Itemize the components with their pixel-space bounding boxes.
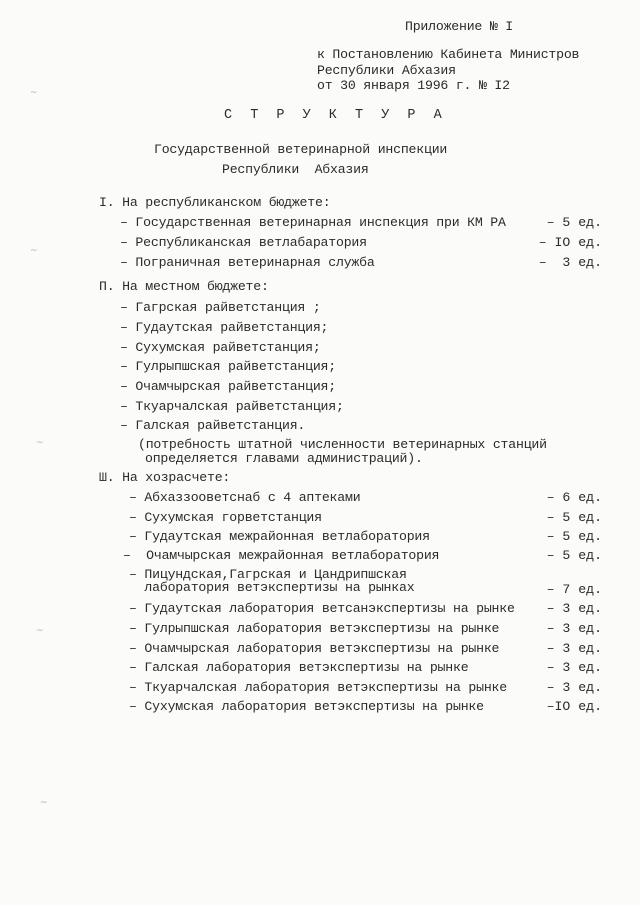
scan-speck: ~ (30, 246, 38, 256)
note-line2: определяется главами администраций). (145, 451, 423, 466)
document-title: С Т Р У К Т У Р А (224, 108, 447, 123)
list-item: – Гудаутская райветстанция; (120, 320, 329, 335)
list-item: – Галская райветстанция. (120, 418, 306, 433)
subtitle-line2: Республики Абхазия (222, 162, 369, 177)
list-item: – Гагрская райветстанция ; (120, 300, 321, 315)
list-item: – Сухумская райветстанция; (120, 340, 321, 355)
list-item-qty: – 7 ед. (546, 582, 602, 597)
list-item: – Гудаутская лаборатория ветсанэкспертизы на рынке (129, 601, 515, 616)
list-item: – Пограничная ветеринарная служба (120, 255, 375, 270)
list-item-qty: – 5 ед. (546, 510, 602, 525)
list-item-qty: – 3 ед. (546, 660, 602, 675)
note-line1: (потребность штатной численности ветеринарных станций (138, 437, 547, 452)
list-item: – Абхаззооветснаб с 4 аптеками (129, 490, 361, 505)
section2-heading: П. На местном бюджете: (99, 279, 269, 294)
section3-heading: Ш. На хозрасчете: (99, 470, 231, 485)
scan-speck: ~ (36, 438, 44, 448)
list-item: – Очамчырская райветстанция; (120, 379, 336, 394)
list-item: – Пицундская,Гагрская и Цандрипшская (129, 567, 407, 582)
resolution-reference: к Постановлению Кабинета Министров (317, 47, 580, 62)
subtitle-line1: Государственной ветеринарной инспекции (154, 142, 448, 157)
scan-speck: ~ (40, 798, 48, 808)
list-item: – Сухумская лаборатория ветэкспертизы на рынке (129, 699, 484, 714)
list-item: – Республиканская ветлабаратория (120, 235, 367, 250)
list-item-qty: – 3 ед. (546, 641, 602, 656)
appendix-number: Приложение № I (405, 19, 513, 34)
list-item-qty: – 3 ед. (546, 601, 602, 616)
list-item-qty: – 5 ед. (546, 529, 602, 544)
list-item-qty: – 6 ед. (546, 490, 602, 505)
list-item: – Ткуарчалская лаборатория ветэкспертизы на рынке (129, 680, 507, 695)
list-item: – Гудаутская межрайонная ветлаборатория (129, 529, 430, 544)
list-item: – Сухумская горветстанция (129, 510, 322, 525)
list-item-qty: – IO ед. (538, 235, 602, 250)
republic-name: Республики Абхазия (317, 63, 456, 78)
list-item: – Гулрыпшская лаборатория ветэкспертизы на рынке (129, 621, 500, 636)
list-item-continuation: лаборатория ветэкспертизы на рынках (129, 580, 415, 595)
list-item: – Государственная ветеринарная инспекция при КМ РА (120, 215, 506, 230)
list-item-qty: – 3 ед. (546, 680, 602, 695)
list-item: – Очамчырская межрайонная ветлаборатория (123, 548, 440, 563)
resolution-date: от 30 января 1996 г. № I2 (317, 78, 510, 93)
list-item: – Ткуарчалская райветстанция; (120, 399, 344, 414)
list-item-qty: – 3 ед. (538, 255, 602, 270)
list-item: – Галская лаборатория ветэкспертизы на рынке (129, 660, 469, 675)
section1-heading: I. На республиканском бюджете: (99, 195, 331, 210)
scan-speck: ~ (36, 626, 44, 636)
list-item: – Гулрыпшская райветстанция; (120, 359, 336, 374)
list-item-qty: –IO ед. (546, 699, 602, 714)
list-item: – Очамчырская лаборатория ветэкспертизы на рынке (129, 641, 500, 656)
scan-speck: ~ (30, 88, 38, 98)
list-item-qty: – 5 ед. (546, 548, 602, 563)
list-item-qty: – 3 ед. (546, 621, 602, 636)
list-item-qty: – 5 ед. (546, 215, 602, 230)
